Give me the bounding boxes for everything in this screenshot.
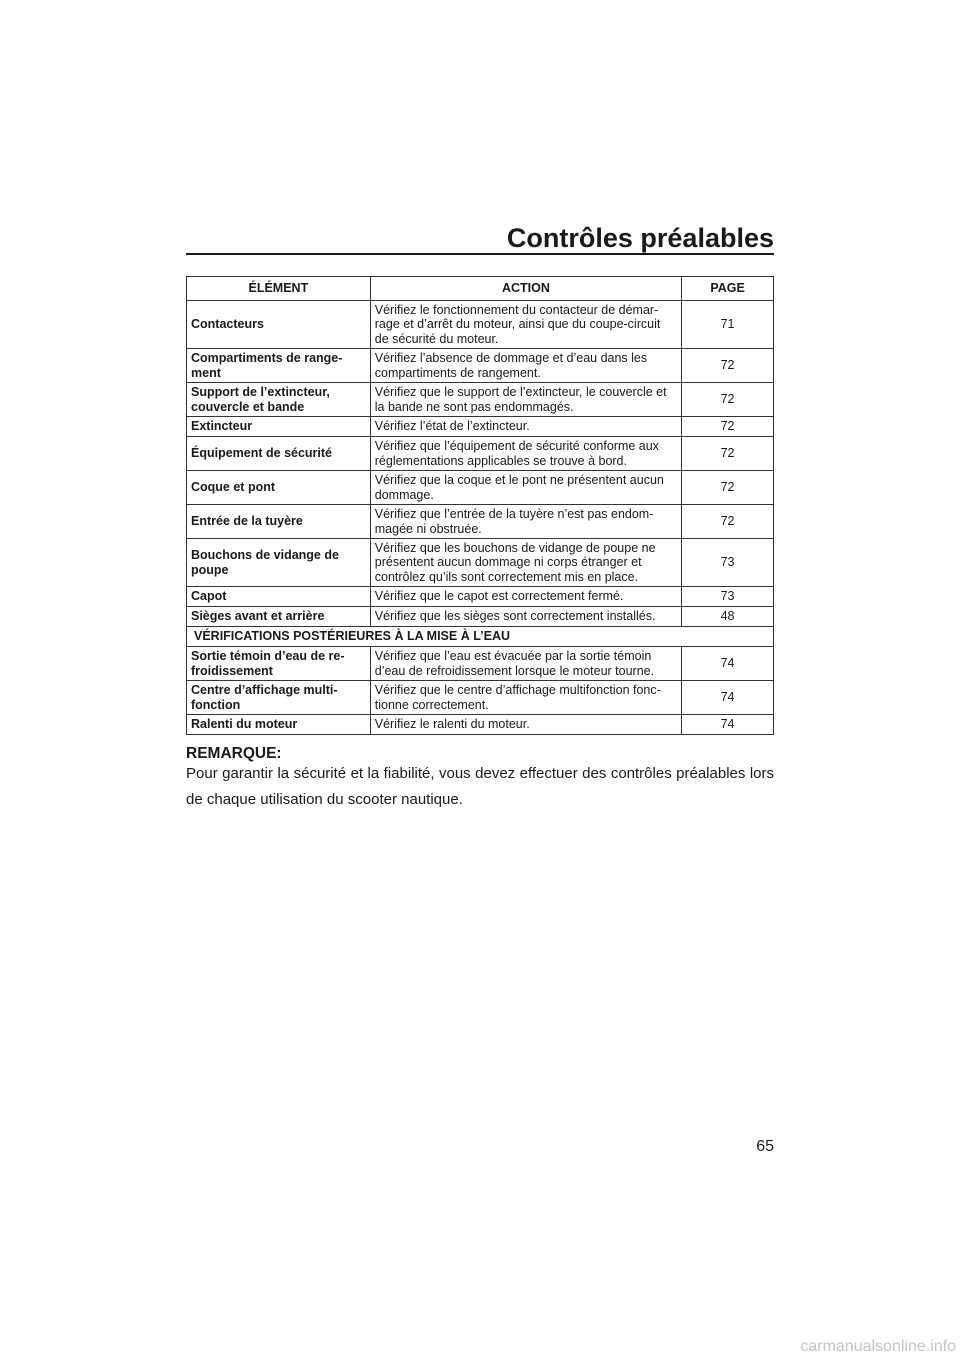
column-header-element: ÉLÉMENT (187, 277, 371, 301)
action-cell: Vérifiez le fonctionnement du contacteur de démar- rage et d’arrêt du moteur, ainsi que du coupe-circuit de sécurité du moteur. (370, 301, 681, 349)
action-cell: Vérifiez que l’entrée de la tuyère n’est pas endom- magée ni obstruée. (370, 505, 681, 539)
action-cell: Vérifiez que les bouchons de vidange de poupe ne présentent aucun dommage ni corps étranger et contrôlez qu’ils sont correctement mis en place. (370, 539, 681, 587)
table-row (187, 539, 774, 587)
table-row (187, 383, 774, 417)
action-cell: Vérifiez l’état de l’extincteur. (370, 417, 681, 437)
element-cell: Capot (187, 587, 371, 607)
table-row (187, 647, 774, 681)
element-cell: Extincteur (187, 417, 371, 437)
element-cell: Contacteurs (187, 301, 371, 349)
page-cell: 74 (682, 715, 774, 735)
action-cell: Vérifiez que le capot est correctement fermé. (370, 587, 681, 607)
table-row (187, 505, 774, 539)
action-cell: Vérifiez l’absence de dommage et d’eau dans les compartiments de rangement. (370, 349, 681, 383)
table-row (187, 301, 774, 349)
action-cell: Vérifiez le ralenti du moteur. (370, 715, 681, 735)
page-cell: 72 (682, 349, 774, 383)
note-text: Pour garantir la sécurité et la fiabilité, vous devez effectuer des contrôles préalables lors de chaque utilisation du scooter nautique. (186, 765, 774, 808)
page-cell: 72 (682, 505, 774, 539)
table-row (187, 715, 774, 735)
element-cell: Coque et pont (187, 471, 371, 505)
element-cell: Compartiments de range- ment (187, 349, 371, 383)
section-heading: VÉRIFICATIONS POSTÉRIEURES À LA MISE À L’EAU (187, 627, 774, 647)
page-cell: 74 (682, 647, 774, 681)
page-cell: 72 (682, 471, 774, 505)
note-heading: REMARQUE: (186, 745, 282, 762)
element-cell: Bouchons de vidange de poupe (187, 539, 371, 587)
page-cell: 72 (682, 417, 774, 437)
page-title: Contrôles préalables (506, 223, 774, 253)
action-cell: Vérifiez que le support de l’extincteur, le couvercle et la bande ne sont pas endommagés. (370, 383, 681, 417)
page-number: 65 (756, 1138, 774, 1155)
page-cell: 73 (682, 587, 774, 607)
element-cell: Équipement de sécurité (187, 437, 371, 471)
action-cell: Vérifiez que le centre d’affichage multifonction fonc- tionne correctement. (370, 681, 681, 715)
table-row (187, 349, 774, 383)
action-cell: Vérifiez que la coque et le pont ne présentent aucun dommage. (370, 471, 681, 505)
table-row (187, 607, 774, 627)
column-header-action: ACTION (370, 277, 681, 301)
watermark: carmanualsonline.info (800, 1338, 956, 1355)
table-row (187, 587, 774, 607)
page-cell: 71 (682, 301, 774, 349)
page-cell: 72 (682, 383, 774, 417)
table-row (187, 681, 774, 715)
title-rule (186, 253, 774, 255)
page-cell: 73 (682, 539, 774, 587)
page-cell: 72 (682, 437, 774, 471)
page-cell: 48 (682, 607, 774, 627)
page-cell: 74 (682, 681, 774, 715)
table-row (187, 471, 774, 505)
element-cell: Entrée de la tuyère (187, 505, 371, 539)
table-header-row (187, 277, 774, 301)
pre-operation-checklist-table (186, 276, 774, 735)
element-cell: Centre d’affichage multi- fonction (187, 681, 371, 715)
action-cell: Vérifiez que l’équipement de sécurité conforme aux réglementations applicables se trouve à bord. (370, 437, 681, 471)
column-header-page: PAGE (682, 277, 774, 301)
table-row (187, 417, 774, 437)
element-cell: Support de l’extincteur, couvercle et bande (187, 383, 371, 417)
table-row (187, 437, 774, 471)
action-cell: Vérifiez que l’eau est évacuée par la sortie témoin d’eau de refroidissement lorsque le moteur tourne. (370, 647, 681, 681)
element-cell: Sièges avant et arrière (187, 607, 371, 627)
element-cell: Ralenti du moteur (187, 715, 371, 735)
element-cell: Sortie témoin d’eau de re- froidissement (187, 647, 371, 681)
section-heading-row (187, 627, 774, 647)
action-cell: Vérifiez que les sièges sont correctement installés. (370, 607, 681, 627)
